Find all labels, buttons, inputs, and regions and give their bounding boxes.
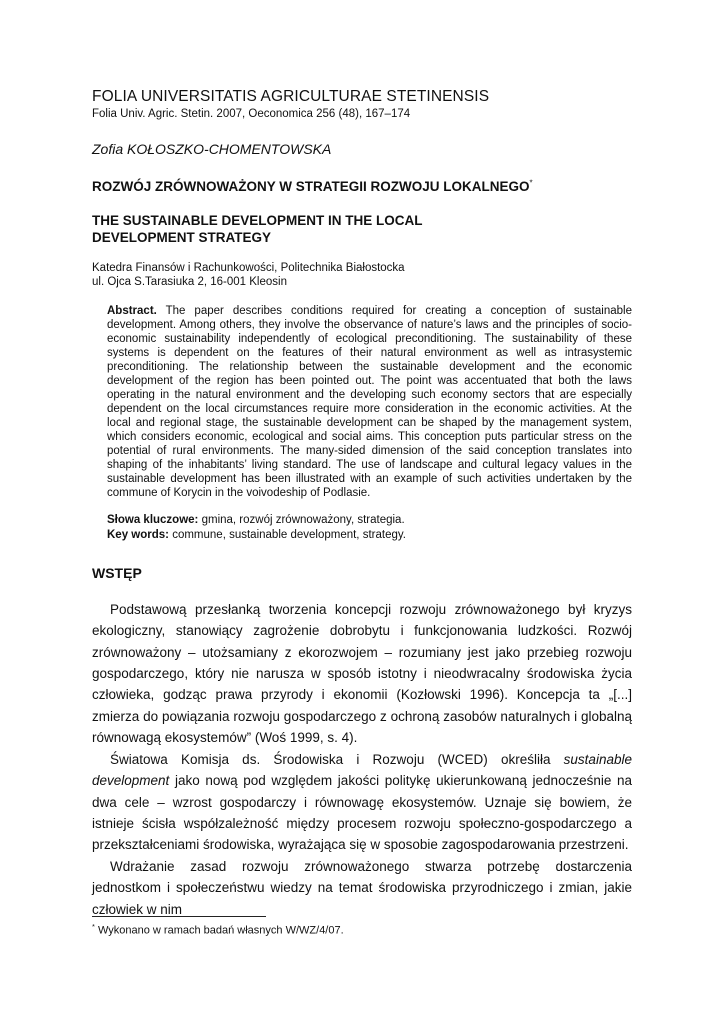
footnote [92, 920, 344, 938]
title-footnote-mark: * [529, 178, 533, 188]
section-heading: WSTĘP [92, 564, 142, 581]
keywords-polish [107, 513, 632, 527]
keywords-english [107, 528, 632, 542]
affiliation-line-2: ul. Ojca S.Tarasiuka 2, 16-001 Kleosin [92, 276, 287, 289]
paragraph-1: Podstawową przesłanką tworzenia koncepcji rozwoju zrównoważonego był kryzys ekologiczny, stanowiący zagrożenie dobrobytu i funkcjonowania ludzkości. Rozwój zrównoważony – utożsamiany z ekorozwojem – rozumiany jest jako przebieg rozwoju gospodarczego, który nie narusza w sposób istotny i nieodwracalny środowiska życia człowieka, godząc prawa przyrody i ekonomii (Kozłowski 1996). Koncepcja ta „[...] zmierza do powiązania rozwoju gospodarczego z ochroną zasobów naturalnych i globalną równowagą ekosystemów” (Woś 1999, s. 4). [92, 601, 632, 746]
footnote-text: Wykonano w ramach badań własnych W/WZ/4/07. [97, 924, 344, 937]
keywords-polish-text: gmina, rozwój zrównoważony, strategia. [201, 514, 405, 527]
abstract-label: Abstract. [107, 304, 157, 317]
keywords-polish-label: Słowa kluczowe: [107, 514, 199, 527]
keywords-english-text: commune, sustainable development, strategy. [172, 528, 406, 541]
title-polish-text: ROZWÓJ ZRÓWNOWAŻONY W STRATEGII ROZWOJU LOKALNEGO [92, 179, 530, 194]
section-body [92, 599, 632, 920]
title-english-line-2: DEVELOPMENT STRATEGY [92, 230, 272, 245]
paragraph-2 [92, 749, 632, 856]
footnote-divider [92, 916, 266, 917]
paragraph-2-end: jako nową pod względem jakości politykę ukierunkowaną jednocześnie na dwa cele – wzrost gospodarczy i równowagę ekosystemów. Uznaje się bowiem, że istnieje ścisła współzależność między procesem rozwoju społeczno-gospodarczego a przekształceniami środowiska, wyrażająca się w sposobie zagospodarowania przestrzeni. [92, 773, 632, 853]
paragraph-3: Wdrażanie zasad rozwoju zrównoważonego stwarza potrzebę dostarczenia jednostkom i społeczeństwu wiedzy na temat środowiska przyrodniczego i zmian, jakie człowiek w nim [92, 858, 632, 917]
paragraph-2-start: Światowa Komisja ds. Środowiska i Rozwoju (WCED) określiła [110, 751, 551, 767]
journal-citation: Folia Univ. Agric. Stetin. 2007, Oeconomica 256 (48), 167–174 [92, 108, 411, 120]
footnote-mark: * [92, 922, 95, 931]
affiliation [92, 261, 632, 290]
article-page [92, 88, 632, 920]
title-english-line-1: THE SUSTAINABLE DEVELOPMENT IN THE LOCAL [92, 213, 423, 228]
affiliation-line-1: Katedra Finansów i Rachunkowości, Politechnika Białostocka [92, 262, 405, 274]
title-english [92, 212, 632, 246]
paragraph-2-italic: sustainable development [92, 751, 632, 789]
keywords [107, 513, 632, 542]
author-name: Zofia KOŁOSZKO-CHOMENTOWSKA [92, 141, 332, 157]
title-polish [92, 178, 632, 195]
abstract-text: The paper describes conditions required for creating a conception of sustainable development. Among others, they involve the observance of nature’s laws and the principles of socio-economic sustainability independently of ecological preconditioning. The sustainability of these systems is dependent on the features of their natural environment as well as intrasystemic preconditioning. The relationship between the sustainable development and the economic development of the region has been pointed out. The point was accentuated that both the laws operating in the natural environment and the developing such economy sectors that are especially dependent on the local circumstances require more consideration in the economic activities. At the local and regional stage, the sustainable development can be shaped by the management system, which considers economic, ecological and social aims. This conception puts particular stress on the potential of rural environments. The many-sided dimension of the said conception translates into shaping of the inhabitants’ living standard. The use of landscape and cultural legacy values in the sustainable development has been illustrated with an example of such activities undertaken by the commune of Korycin in the voivodeship of Podlasie. [107, 304, 632, 500]
abstract [107, 304, 632, 501]
keywords-english-label: Key words: [107, 528, 169, 541]
journal-title: FOLIA UNIVERSITATIS AGRICULTURAE STETINENSIS [92, 88, 490, 105]
